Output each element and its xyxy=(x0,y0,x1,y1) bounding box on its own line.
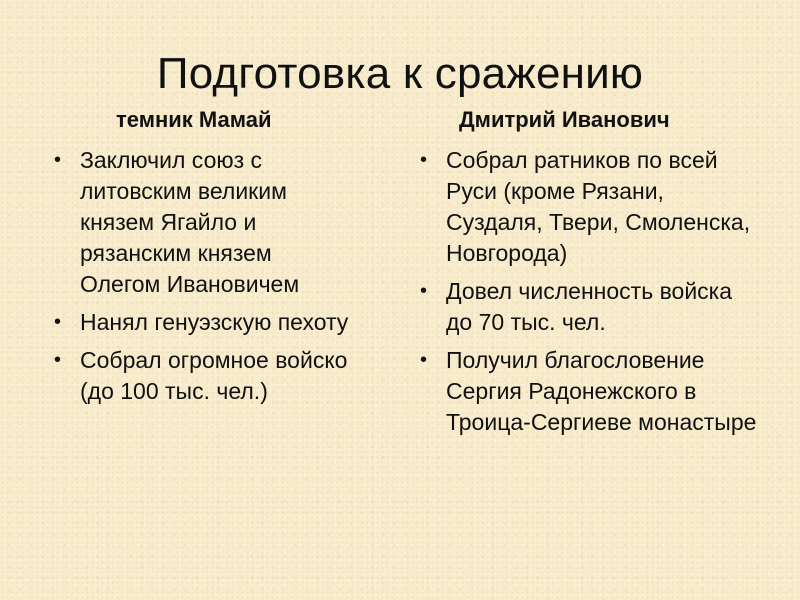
list-item xyxy=(418,276,763,338)
list-item xyxy=(52,345,352,407)
list-item-text: Заключил союз с литовским великим князем Ягайло и рязанским князем Олегом Ивановичем xyxy=(80,147,300,297)
list-item xyxy=(52,145,352,300)
list-item-text: Собрал ратников по всей Руси (кроме Рязани, Суздаля, Твери, Смоленска, Новгорода) xyxy=(446,147,751,266)
left-column-heading: темник Мамай xyxy=(116,107,272,132)
list-item-text: Собрал огромное войско (до 100 тыс. чел.) xyxy=(80,347,348,404)
bullet-icon: • xyxy=(420,149,428,171)
list-item xyxy=(418,345,763,438)
bullet-icon: • xyxy=(420,349,428,371)
bullet-icon: • xyxy=(54,349,62,371)
list-item-text: Нанял генуэзскую пехоту xyxy=(80,309,349,335)
list-item-text: Получил благословение Сергия Радонежского в Троица-Сергиеве монастыре xyxy=(446,347,757,435)
list-item xyxy=(418,145,763,269)
slide-title: Подготовка к сражению xyxy=(156,49,644,98)
bullet-icon: • xyxy=(54,149,62,171)
right-column-heading: Дмитрий Иванович xyxy=(459,107,670,132)
left-bullet-list xyxy=(52,145,352,414)
bullet-icon: • xyxy=(420,280,428,302)
right-bullet-list xyxy=(418,145,763,445)
list-item-text: Довел численность войска до 70 тыс. чел. xyxy=(446,278,733,335)
bullet-icon: • xyxy=(54,311,62,333)
list-item xyxy=(52,307,352,338)
